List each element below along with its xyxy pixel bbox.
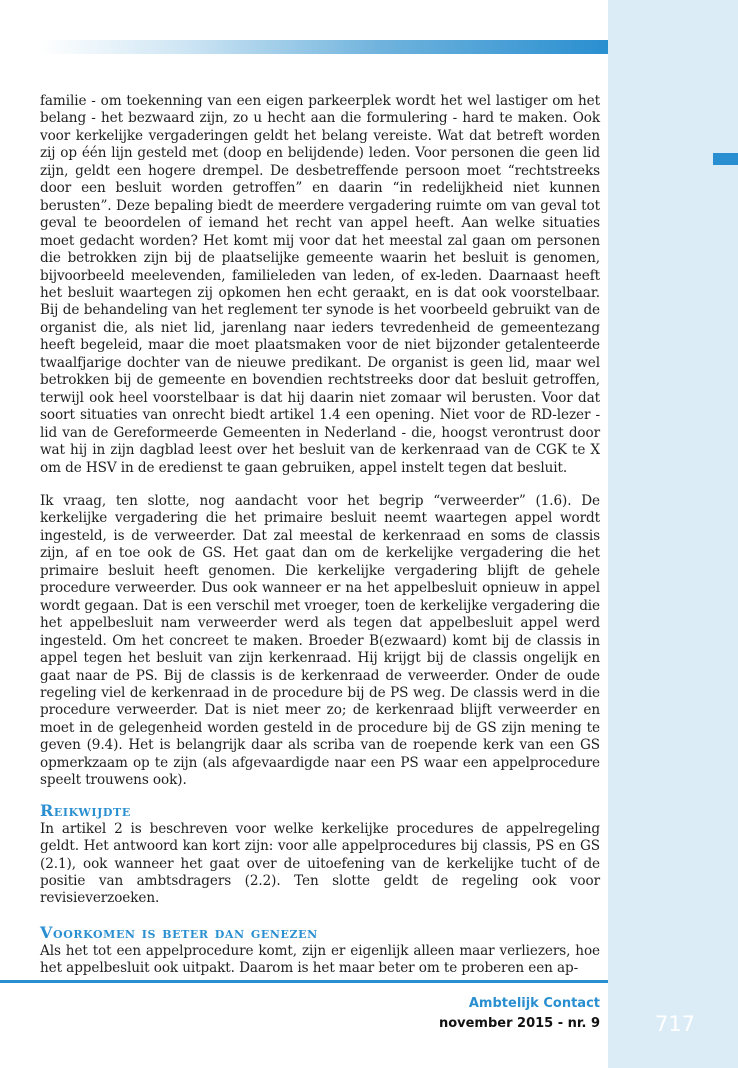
section-heading-voorkomen: Voorkomen is beter dan genezen — [40, 922, 318, 942]
page-number: 717 — [654, 1012, 696, 1036]
side-tab-marker — [713, 153, 738, 165]
footer-rule — [0, 980, 608, 983]
paragraph-verweerder: Ik vraag, ten slotte, nog aandacht voor het begrip “verweerder” (1.6). De kerkelijke vergadering die het primaire besluit neemt waartegen appel wordt ingesteld, is de verweerder. Dat zal meestal de kerkenraad en soms de classis zijn, af en toe ook de GS. Het gaat dan om de kerkelijke vergadering die het primaire besluit heeft genomen. Die kerkelijke vergadering blijft de gehele procedure verweerder. Dus ook wanneer er na het appelbesluit opnieuw in appel wordt gegaan. Dat is een verschil met vroeger, toen de kerkelijke vergadering die het appelbesluit nam verweerder werd als tegen dat appelbesluit appel werd ingesteld. Om het concreet te maken. Broeder B(ezwaard) komt bij de classis in appel tegen het besluit van zijn kerkenraad. Hij krijgt bij de classis ongelijk en gaat naar de PS. Bij de classis is de kerkenraad de verweerder. Onder de oude regeling viel de kerkenraad in de procedure bij de PS weg. De classis werd in die procedure verweerder. Dat is niet meer zo; de kerkenraad blijft verweerder en moet in de gelegenheid worden gesteld in de procedure bij de GS zijn mening te geven (9.4). Het is belangrijk daar als scriba van de roepende kerk van een GS opmerkzaam op te zijn (als afgevaardigde naar een PS waar een appelprocedure speelt trouwens ook). — [40, 492, 600, 789]
issue-info: november 2015 - nr. 9 — [438, 1016, 600, 1031]
paragraph-voorkomen: Als het tot een appelprocedure komt, zijn er eigenlijk alleen maar verliezers, hoe het appelbesluit ook uitpakt. Daarom is het maar beter om te proberen een ap- — [40, 942, 600, 977]
paragraph-belang: familie - om toekenning van een eigen parkeerplek wordt het wel lastiger om het belang - het bezwaard zijn, zo u hecht aan die formulering - hard te maken. Ook voor kerkelijke vergaderingen geldt het belang vereiste. Wat dat betreft worden zij op één lijn gesteld met (doop en belijdende) leden. Voor personen die geen lid zijn, geldt een hogere drempel. De desbetreffende persoon moet “rechtstreeks door een besluit worden getroffen” en daarin “in redelijkheid niet kunnen berusten”. Deze bepaling biedt de meerdere vergadering ruimte om van geval tot geval te beoordelen of iemand het recht van appel heeft. Aan welke situaties moet gedacht worden? Het komt mij voor dat het meestal zal gaan om personen die betrokken zijn bij de plaatselijke gemeente waarin het besluit is genomen, bijvoorbeeld meelevenden, familieleden van leden, of ex-leden. Daarnaast heeft het besluit waartegen zij opkomen hen echt geraakt, en is dat ook voorstelbaar. Bij de behandeling van het reglement ter synode is het voorbeeld gebruikt van de organist die, als niet lid, jarenlang naar ieders tevredenheid de gemeentezang heeft begeleid, maar die moet plaatsmaken voor de niet bijzonder getalenteerde twaalfjarige dochter van de nieuwe predikant. De organist is geen lid, maar wel betrokken bij de gemeente en bovendien rechtstreeks door dat besluit getroffen, terwijl ook heel voorstelbaar is dat hij daarin niet zomaar wil berusten. Voor dat soort situaties van onrecht biedt artikel 1.4 een opening. Niet voor de RD-lezer - lid van de Gereformeerde Gemeenten in Nederland - die, hoogst verontrust door wat hij in zijn dagblad leest over het besluit van de kerkenraad van de CGK te X om de HSV in de eredienst te gaan gebruiken, appel instelt tegen dat besluit. — [40, 93, 600, 476]
journal-title: Ambtelijk Contact — [468, 996, 600, 1011]
section-heading-reikwijdte: Reikwijdte — [40, 800, 131, 820]
paragraph-reikwijdte: In artikel 2 is beschreven voor welke kerkelijke procedures de appelregeling geldt. Het antwoord kan kort zijn: voor alle appelprocedures bij classis, PS en GS (2.1), ook wanneer het gaat over de uitoefening van de kerkelijke tucht of de positie van ambtsdragers (2.2). Ten slotte geldt de regeling ook voor revisieverzoeken. — [40, 820, 600, 907]
header-gradient-bar — [40, 40, 608, 54]
article-body — [40, 93, 600, 978]
